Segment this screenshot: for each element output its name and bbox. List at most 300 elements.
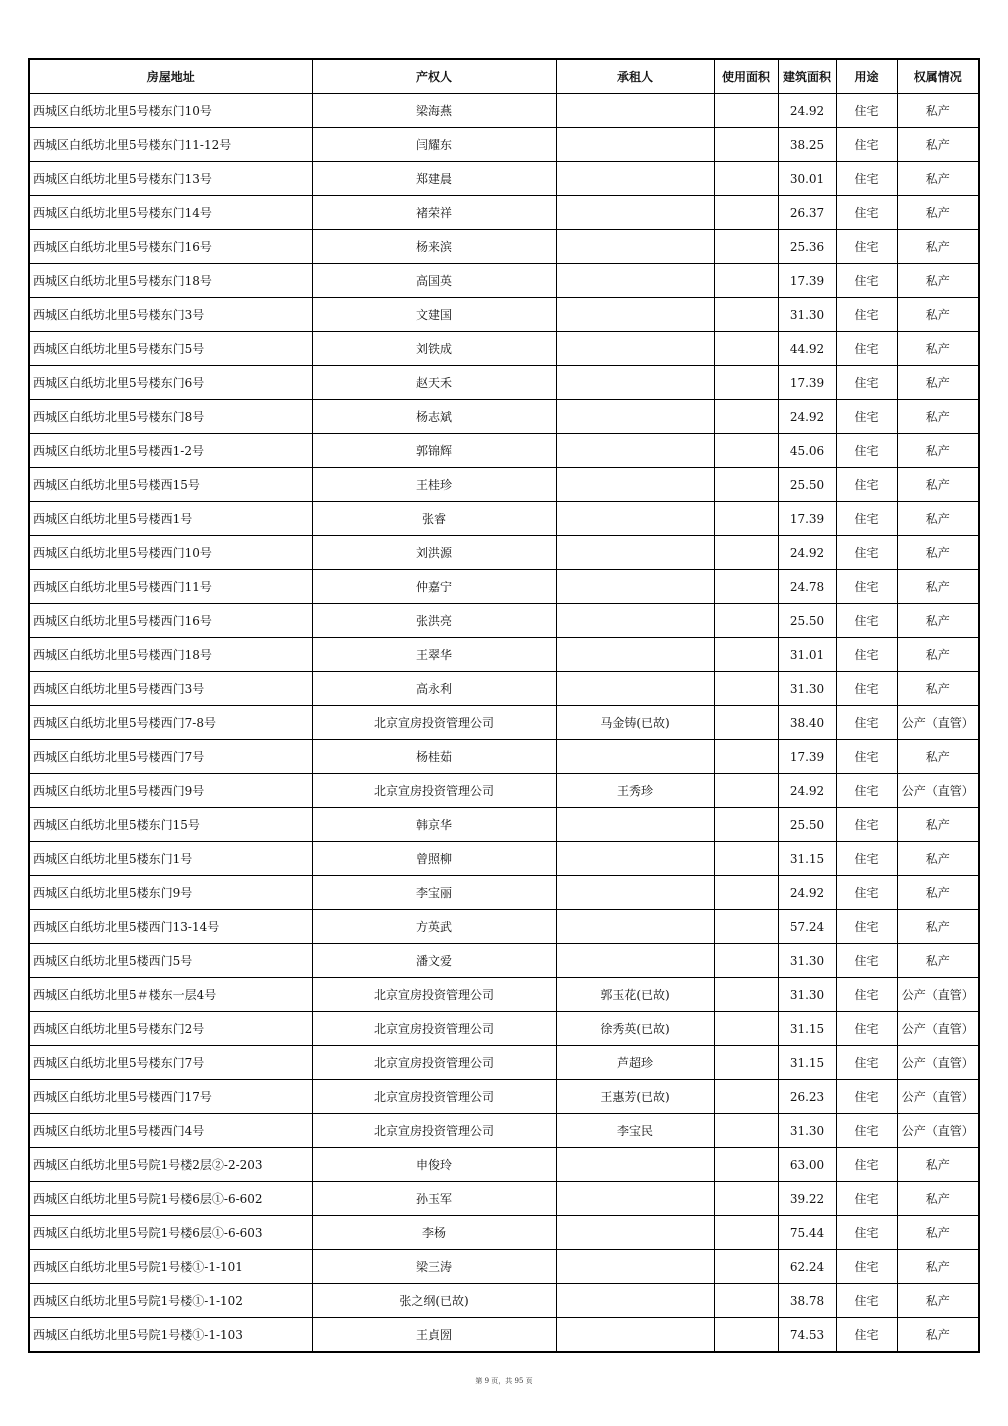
cell-address: 西城区白纸坊北里5号楼东门11-12号	[29, 128, 312, 162]
table-row	[29, 434, 979, 468]
cell-use-area	[714, 808, 778, 842]
cell-build-area: 45.06	[778, 434, 836, 468]
cell-build-area: 24.92	[778, 400, 836, 434]
cell-tenant: 王惠芳(已故)	[556, 1080, 714, 1114]
table-row	[29, 196, 979, 230]
table-row	[29, 570, 979, 604]
cell-rights: 私产	[897, 638, 979, 672]
table-row	[29, 1250, 979, 1284]
cell-tenant: 李宝民	[556, 1114, 714, 1148]
cell-build-area: 31.30	[778, 1114, 836, 1148]
table-row	[29, 162, 979, 196]
header-row	[29, 59, 979, 94]
cell-rights: 私产	[897, 910, 979, 944]
cell-owner: 仲嘉宁	[312, 570, 556, 604]
cell-owner: 潘文爱	[312, 944, 556, 978]
cell-usage: 住宅	[836, 706, 897, 740]
cell-address: 西城区白纸坊北里5号院1号楼①-1-103	[29, 1318, 312, 1353]
table-body	[29, 94, 979, 1353]
cell-rights: 私产	[897, 1216, 979, 1250]
cell-owner: 申俊玲	[312, 1148, 556, 1182]
table-row	[29, 264, 979, 298]
cell-rights: 私产	[897, 94, 979, 128]
header-use-area: 使用面积	[714, 59, 778, 94]
cell-usage: 住宅	[836, 468, 897, 502]
cell-use-area	[714, 94, 778, 128]
cell-use-area	[714, 944, 778, 978]
cell-rights: 私产	[897, 1284, 979, 1318]
cell-rights: 私产	[897, 1318, 979, 1353]
cell-build-area: 75.44	[778, 1216, 836, 1250]
cell-owner: 张洪亮	[312, 604, 556, 638]
cell-usage: 住宅	[836, 944, 897, 978]
cell-usage: 住宅	[836, 400, 897, 434]
cell-owner: 北京宣房投资管理公司	[312, 774, 556, 808]
cell-use-area	[714, 1012, 778, 1046]
cell-usage: 住宅	[836, 332, 897, 366]
cell-owner: 孙玉军	[312, 1182, 556, 1216]
header-rights: 权属情况	[897, 59, 979, 94]
cell-owner: 文建国	[312, 298, 556, 332]
cell-use-area	[714, 740, 778, 774]
page-footer: 第 9 页，共 95 页	[475, 1377, 533, 1385]
cell-build-area: 17.39	[778, 264, 836, 298]
table-row	[29, 1114, 979, 1148]
cell-use-area	[714, 638, 778, 672]
cell-rights: 私产	[897, 502, 979, 536]
cell-tenant	[556, 672, 714, 706]
cell-usage: 住宅	[836, 1318, 897, 1353]
cell-use-area	[714, 298, 778, 332]
cell-tenant: 马金铸(已故)	[556, 706, 714, 740]
cell-tenant	[556, 1182, 714, 1216]
cell-address: 西城区白纸坊北里5号院1号楼6层①-6-603	[29, 1216, 312, 1250]
cell-owner: 王桂珍	[312, 468, 556, 502]
cell-rights: 私产	[897, 230, 979, 264]
cell-owner: 北京宣房投资管理公司	[312, 1012, 556, 1046]
cell-use-area	[714, 1148, 778, 1182]
cell-owner: 张之纲(已故)	[312, 1284, 556, 1318]
table-row	[29, 604, 979, 638]
cell-usage: 住宅	[836, 366, 897, 400]
cell-address: 西城区白纸坊北里5号楼西1号	[29, 502, 312, 536]
cell-tenant	[556, 638, 714, 672]
cell-usage: 住宅	[836, 672, 897, 706]
cell-use-area	[714, 978, 778, 1012]
cell-build-area: 25.50	[778, 808, 836, 842]
cell-build-area: 24.92	[778, 94, 836, 128]
cell-build-area: 39.22	[778, 1182, 836, 1216]
cell-rights: 私产	[897, 740, 979, 774]
cell-build-area: 26.23	[778, 1080, 836, 1114]
cell-use-area	[714, 264, 778, 298]
cell-rights: 私产	[897, 128, 979, 162]
table-row	[29, 468, 979, 502]
cell-address: 西城区白纸坊北里5楼东门1号	[29, 842, 312, 876]
cell-build-area: 25.36	[778, 230, 836, 264]
cell-rights: 私产	[897, 842, 979, 876]
cell-address: 西城区白纸坊北里5楼西门13-14号	[29, 910, 312, 944]
cell-rights: 私产	[897, 570, 979, 604]
table-row	[29, 332, 979, 366]
cell-address: 西城区白纸坊北里5号楼东门14号	[29, 196, 312, 230]
cell-owner: 刘洪源	[312, 536, 556, 570]
cell-usage: 住宅	[836, 842, 897, 876]
cell-address: 西城区白纸坊北里5号楼东门8号	[29, 400, 312, 434]
cell-usage: 住宅	[836, 94, 897, 128]
cell-owner: 韩京华	[312, 808, 556, 842]
cell-build-area: 17.39	[778, 740, 836, 774]
cell-tenant: 徐秀英(已故)	[556, 1012, 714, 1046]
table-row	[29, 944, 979, 978]
cell-owner: 杨来滨	[312, 230, 556, 264]
cell-owner: 闫耀东	[312, 128, 556, 162]
cell-usage: 住宅	[836, 1216, 897, 1250]
cell-owner: 杨志斌	[312, 400, 556, 434]
cell-build-area: 31.15	[778, 1012, 836, 1046]
cell-usage: 住宅	[836, 196, 897, 230]
cell-rights: 私产	[897, 1182, 979, 1216]
cell-build-area: 31.30	[778, 978, 836, 1012]
cell-usage: 住宅	[836, 1284, 897, 1318]
header-usage: 用途	[836, 59, 897, 94]
cell-rights: 公产（直管）	[897, 1114, 979, 1148]
cell-owner: 北京宣房投资管理公司	[312, 1046, 556, 1080]
cell-use-area	[714, 536, 778, 570]
cell-owner: 赵天禾	[312, 366, 556, 400]
cell-address: 西城区白纸坊北里5号楼东门3号	[29, 298, 312, 332]
cell-owner: 北京宣房投资管理公司	[312, 1114, 556, 1148]
cell-tenant: 王秀珍	[556, 774, 714, 808]
cell-address: 西城区白纸坊北里5号楼西门18号	[29, 638, 312, 672]
cell-build-area: 31.30	[778, 298, 836, 332]
table-row	[29, 876, 979, 910]
cell-use-area	[714, 604, 778, 638]
cell-address: 西城区白纸坊北里5楼西门5号	[29, 944, 312, 978]
cell-rights: 私产	[897, 1250, 979, 1284]
cell-tenant	[556, 264, 714, 298]
cell-usage: 住宅	[836, 230, 897, 264]
cell-tenant: 郭玉花(已故)	[556, 978, 714, 1012]
cell-usage: 住宅	[836, 128, 897, 162]
cell-address: 西城区白纸坊北里5号楼西门17号	[29, 1080, 312, 1114]
cell-address: 西城区白纸坊北里5号楼东门6号	[29, 366, 312, 400]
cell-build-area: 31.30	[778, 944, 836, 978]
cell-rights: 私产	[897, 468, 979, 502]
table-row	[29, 1318, 979, 1353]
cell-address: 西城区白纸坊北里5号楼东门18号	[29, 264, 312, 298]
cell-use-area	[714, 1250, 778, 1284]
cell-address: 西城区白纸坊北里5号楼西门10号	[29, 536, 312, 570]
table-row	[29, 978, 979, 1012]
cell-address: 西城区白纸坊北里5号楼东门16号	[29, 230, 312, 264]
cell-build-area: 31.15	[778, 842, 836, 876]
cell-rights: 公产（直管）	[897, 1012, 979, 1046]
cell-build-area: 38.40	[778, 706, 836, 740]
cell-owner: 曾照柳	[312, 842, 556, 876]
cell-owner: 杨桂茹	[312, 740, 556, 774]
cell-address: 西城区白纸坊北里5号楼西15号	[29, 468, 312, 502]
table-row	[29, 298, 979, 332]
cell-rights: 私产	[897, 672, 979, 706]
cell-tenant	[556, 808, 714, 842]
cell-address: 西城区白纸坊北里5＃楼东一层4号	[29, 978, 312, 1012]
cell-tenant	[556, 196, 714, 230]
cell-usage: 住宅	[836, 536, 897, 570]
table-row	[29, 1182, 979, 1216]
cell-build-area: 62.24	[778, 1250, 836, 1284]
cell-build-area: 38.25	[778, 128, 836, 162]
cell-rights: 公产（直管）	[897, 706, 979, 740]
cell-build-area: 17.39	[778, 366, 836, 400]
cell-owner: 王翠华	[312, 638, 556, 672]
cell-tenant	[556, 910, 714, 944]
cell-rights: 私产	[897, 604, 979, 638]
cell-tenant	[556, 94, 714, 128]
cell-usage: 住宅	[836, 162, 897, 196]
cell-address: 西城区白纸坊北里5号院1号楼①-1-101	[29, 1250, 312, 1284]
cell-address: 西城区白纸坊北里5楼东门15号	[29, 808, 312, 842]
table-row	[29, 1216, 979, 1250]
cell-tenant	[556, 468, 714, 502]
cell-rights: 私产	[897, 332, 979, 366]
table-row	[29, 94, 979, 128]
cell-address: 西城区白纸坊北里5号院1号楼2层②-2-203	[29, 1148, 312, 1182]
cell-tenant	[556, 298, 714, 332]
cell-usage: 住宅	[836, 604, 897, 638]
cell-usage: 住宅	[836, 298, 897, 332]
cell-usage: 住宅	[836, 1012, 897, 1046]
cell-usage: 住宅	[836, 1250, 897, 1284]
cell-use-area	[714, 1182, 778, 1216]
cell-build-area: 24.78	[778, 570, 836, 604]
cell-rights: 私产	[897, 196, 979, 230]
cell-usage: 住宅	[836, 774, 897, 808]
cell-usage: 住宅	[836, 570, 897, 604]
cell-address: 西城区白纸坊北里5号楼西门7号	[29, 740, 312, 774]
cell-owner: 方英武	[312, 910, 556, 944]
cell-usage: 住宅	[836, 502, 897, 536]
cell-rights: 公产（直管）	[897, 1080, 979, 1114]
table-row	[29, 638, 979, 672]
cell-tenant	[556, 944, 714, 978]
cell-rights: 私产	[897, 366, 979, 400]
cell-owner: 褚荣祥	[312, 196, 556, 230]
table-row	[29, 1012, 979, 1046]
cell-address: 西城区白纸坊北里5号院1号楼6层①-6-602	[29, 1182, 312, 1216]
cell-tenant	[556, 1148, 714, 1182]
cell-use-area	[714, 910, 778, 944]
cell-use-area	[714, 502, 778, 536]
cell-rights: 私产	[897, 536, 979, 570]
cell-rights: 私产	[897, 162, 979, 196]
cell-rights: 私产	[897, 944, 979, 978]
cell-tenant	[556, 332, 714, 366]
cell-owner: 王貞圀	[312, 1318, 556, 1353]
cell-usage: 住宅	[836, 978, 897, 1012]
header-tenant: 承租人	[556, 59, 714, 94]
cell-owner: 刘铁成	[312, 332, 556, 366]
header-address: 房屋地址	[29, 59, 312, 94]
cell-usage: 住宅	[836, 1148, 897, 1182]
cell-use-area	[714, 1216, 778, 1250]
cell-owner: 张睿	[312, 502, 556, 536]
cell-usage: 住宅	[836, 876, 897, 910]
cell-address: 西城区白纸坊北里5号楼东门2号	[29, 1012, 312, 1046]
cell-address: 西城区白纸坊北里5号楼西门16号	[29, 604, 312, 638]
cell-rights: 私产	[897, 298, 979, 332]
cell-tenant	[556, 876, 714, 910]
cell-tenant	[556, 366, 714, 400]
table-row	[29, 536, 979, 570]
cell-usage: 住宅	[836, 1114, 897, 1148]
cell-use-area	[714, 570, 778, 604]
cell-usage: 住宅	[836, 434, 897, 468]
cell-build-area: 25.50	[778, 604, 836, 638]
cell-use-area	[714, 1080, 778, 1114]
cell-tenant	[556, 1250, 714, 1284]
cell-build-area: 30.01	[778, 162, 836, 196]
cell-owner: 李宝丽	[312, 876, 556, 910]
cell-address: 西城区白纸坊北里5楼东门9号	[29, 876, 312, 910]
cell-tenant	[556, 740, 714, 774]
cell-use-area	[714, 434, 778, 468]
cell-use-area	[714, 706, 778, 740]
table-row	[29, 366, 979, 400]
cell-owner: 郭锦辉	[312, 434, 556, 468]
cell-rights: 私产	[897, 876, 979, 910]
cell-tenant	[556, 162, 714, 196]
cell-usage: 住宅	[836, 910, 897, 944]
cell-tenant	[556, 536, 714, 570]
cell-build-area: 24.92	[778, 774, 836, 808]
table-row	[29, 672, 979, 706]
cell-owner: 北京宣房投资管理公司	[312, 978, 556, 1012]
cell-owner: 郑建晨	[312, 162, 556, 196]
cell-tenant: 芦超珍	[556, 1046, 714, 1080]
cell-tenant	[556, 1216, 714, 1250]
cell-use-area	[714, 400, 778, 434]
cell-rights: 公产（直管）	[897, 978, 979, 1012]
cell-build-area: 17.39	[778, 502, 836, 536]
cell-usage: 住宅	[836, 264, 897, 298]
cell-build-area: 25.50	[778, 468, 836, 502]
cell-use-area	[714, 468, 778, 502]
header-build-area: 建筑面积	[778, 59, 836, 94]
cell-use-area	[714, 128, 778, 162]
cell-usage: 住宅	[836, 808, 897, 842]
table-row	[29, 808, 979, 842]
cell-address: 西城区白纸坊北里5号院1号楼①-1-102	[29, 1284, 312, 1318]
header-owner: 产权人	[312, 59, 556, 94]
cell-owner: 梁海燕	[312, 94, 556, 128]
cell-owner: 李杨	[312, 1216, 556, 1250]
cell-owner: 北京宣房投资管理公司	[312, 1080, 556, 1114]
cell-address: 西城区白纸坊北里5号楼东门13号	[29, 162, 312, 196]
cell-use-area	[714, 876, 778, 910]
cell-use-area	[714, 230, 778, 264]
cell-use-area	[714, 1046, 778, 1080]
cell-use-area	[714, 1284, 778, 1318]
table-row	[29, 400, 979, 434]
cell-tenant	[556, 230, 714, 264]
cell-tenant	[556, 434, 714, 468]
cell-owner: 高国英	[312, 264, 556, 298]
cell-rights: 公产（直管）	[897, 774, 979, 808]
cell-tenant	[556, 128, 714, 162]
cell-rights: 私产	[897, 808, 979, 842]
cell-address: 西城区白纸坊北里5号楼西门7-8号	[29, 706, 312, 740]
cell-usage: 住宅	[836, 1182, 897, 1216]
cell-tenant	[556, 400, 714, 434]
cell-usage: 住宅	[836, 740, 897, 774]
cell-use-area	[714, 774, 778, 808]
table-row	[29, 842, 979, 876]
cell-build-area: 74.53	[778, 1318, 836, 1353]
cell-build-area: 38.78	[778, 1284, 836, 1318]
table-row	[29, 1148, 979, 1182]
cell-use-area	[714, 332, 778, 366]
cell-owner: 高永利	[312, 672, 556, 706]
cell-usage: 住宅	[836, 638, 897, 672]
cell-tenant	[556, 604, 714, 638]
cell-use-area	[714, 162, 778, 196]
cell-use-area	[714, 672, 778, 706]
cell-tenant	[556, 570, 714, 604]
cell-rights: 私产	[897, 264, 979, 298]
cell-build-area: 57.24	[778, 910, 836, 944]
table-row	[29, 1046, 979, 1080]
cell-tenant	[556, 1284, 714, 1318]
table-row	[29, 706, 979, 740]
table-row	[29, 910, 979, 944]
table-row	[29, 128, 979, 162]
cell-use-area	[714, 1114, 778, 1148]
cell-tenant	[556, 502, 714, 536]
cell-build-area: 44.92	[778, 332, 836, 366]
cell-build-area: 31.30	[778, 672, 836, 706]
cell-address: 西城区白纸坊北里5号楼东门5号	[29, 332, 312, 366]
property-table	[28, 58, 980, 1353]
table-row	[29, 502, 979, 536]
table-row	[29, 1284, 979, 1318]
cell-owner: 梁三涛	[312, 1250, 556, 1284]
cell-usage: 住宅	[836, 1080, 897, 1114]
cell-address: 西城区白纸坊北里5号楼东门10号	[29, 94, 312, 128]
table-row	[29, 1080, 979, 1114]
cell-build-area: 63.00	[778, 1148, 836, 1182]
table-row	[29, 740, 979, 774]
cell-address: 西城区白纸坊北里5号楼西门9号	[29, 774, 312, 808]
cell-address: 西城区白纸坊北里5号楼西门4号	[29, 1114, 312, 1148]
cell-use-area	[714, 366, 778, 400]
cell-tenant	[556, 842, 714, 876]
cell-build-area: 31.15	[778, 1046, 836, 1080]
cell-use-area	[714, 196, 778, 230]
cell-build-area: 24.92	[778, 536, 836, 570]
cell-build-area: 26.37	[778, 196, 836, 230]
cell-owner: 北京宣房投资管理公司	[312, 706, 556, 740]
cell-rights: 私产	[897, 400, 979, 434]
cell-tenant	[556, 1318, 714, 1353]
cell-address: 西城区白纸坊北里5号楼东门7号	[29, 1046, 312, 1080]
cell-build-area: 24.92	[778, 876, 836, 910]
cell-use-area	[714, 1318, 778, 1353]
cell-rights: 公产（直管）	[897, 1046, 979, 1080]
cell-usage: 住宅	[836, 1046, 897, 1080]
cell-address: 西城区白纸坊北里5号楼西门3号	[29, 672, 312, 706]
cell-rights: 私产	[897, 1148, 979, 1182]
